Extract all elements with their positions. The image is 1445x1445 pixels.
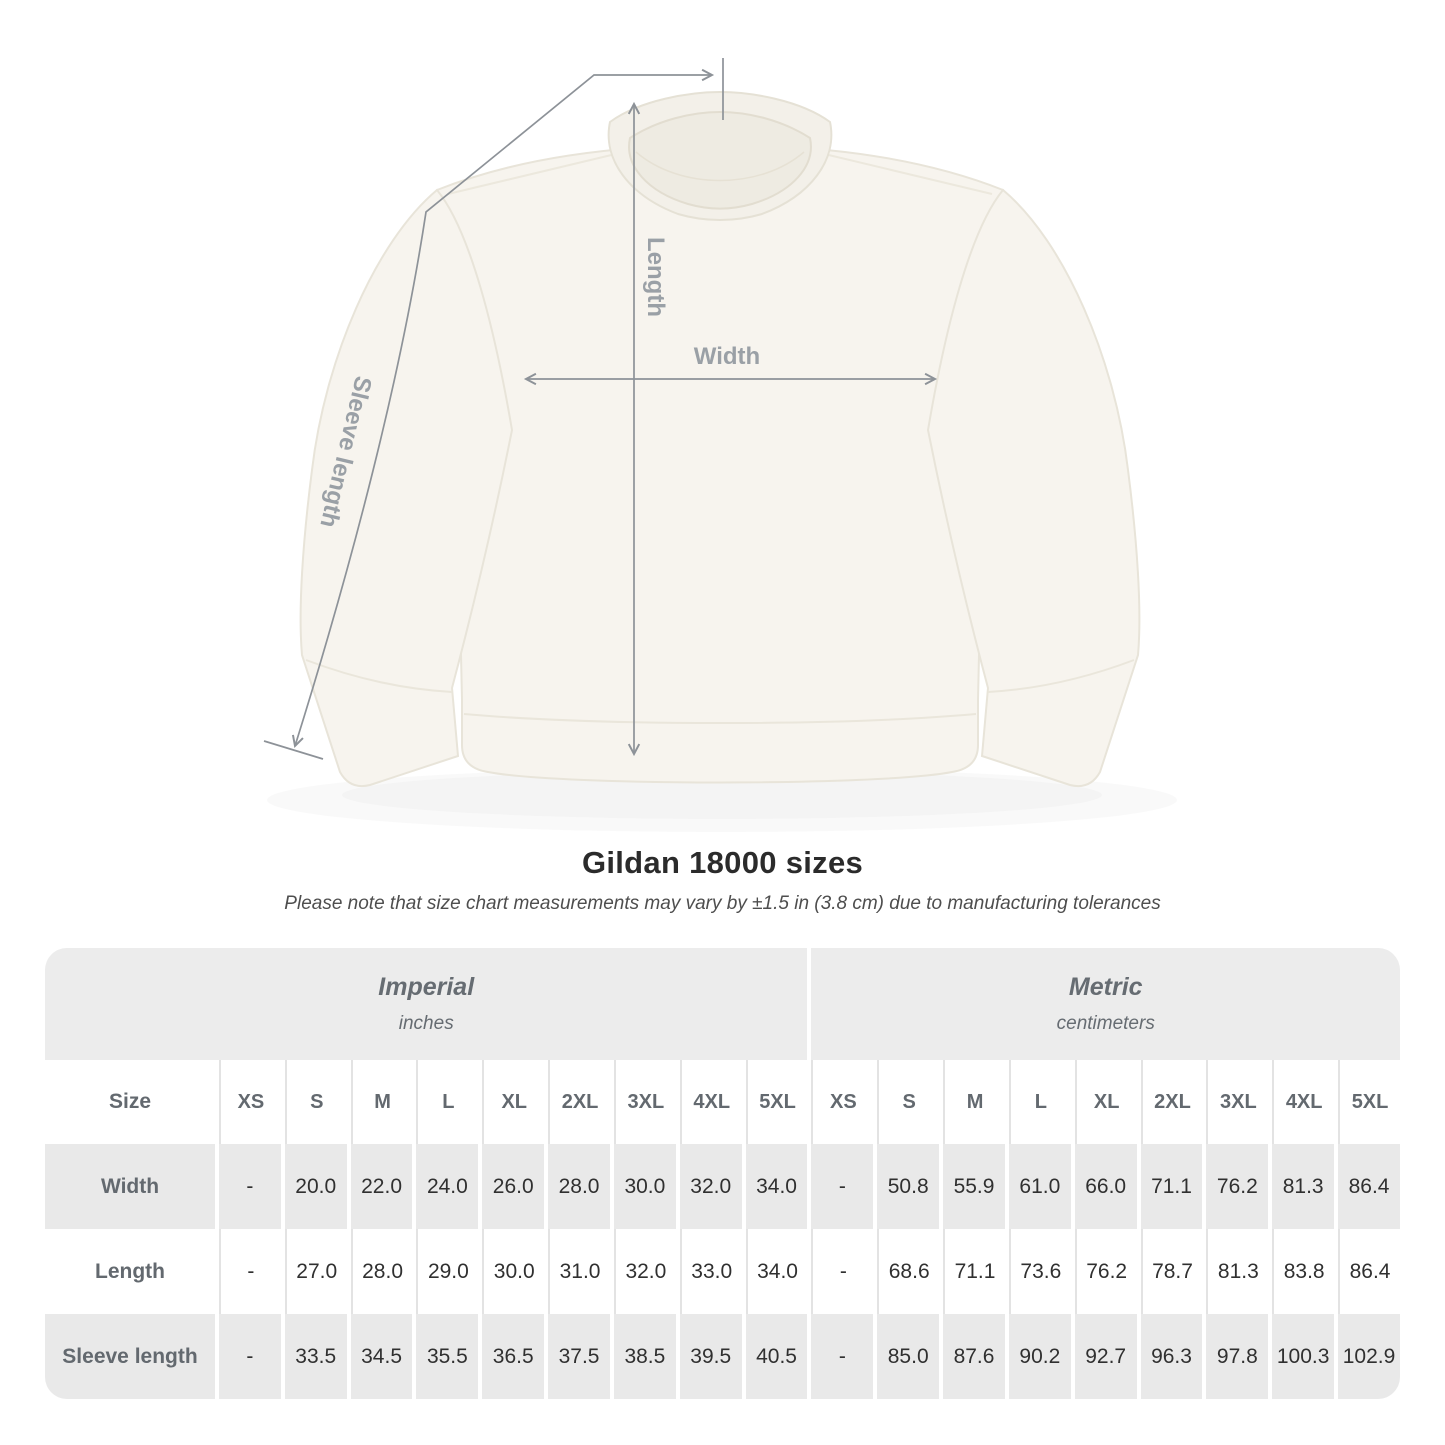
size-col-metric-s: S: [877, 1060, 939, 1144]
measurement-value: 83.8: [1272, 1229, 1334, 1314]
measurement-value: 36.5: [482, 1314, 544, 1399]
measurement-value: 102.9: [1338, 1314, 1400, 1399]
size-column-header: Size: [45, 1060, 215, 1144]
measurement-value: 81.3: [1206, 1229, 1268, 1314]
unit-group-row: [45, 948, 1400, 1060]
measurement-value: 96.3: [1141, 1314, 1203, 1399]
size-col-metric-xl: XL: [1075, 1060, 1137, 1144]
size-col-metric-5xl: 5XL: [1338, 1060, 1400, 1144]
imperial-unit-label: inches: [398, 1013, 454, 1034]
measurement-row-length: [45, 1229, 1400, 1314]
measurement-value: 61.0: [1009, 1144, 1071, 1229]
width-label: Width: [693, 343, 761, 370]
metric-label: Metric: [1068, 973, 1143, 1001]
size-table: [41, 948, 1404, 1399]
measurement-value: 81.3: [1272, 1144, 1334, 1229]
measurement-value: 71.1: [943, 1229, 1005, 1314]
measurement-value: 68.6: [877, 1229, 939, 1314]
measurement-value: 28.0: [351, 1229, 413, 1314]
measurement-row-sleeve-length: [45, 1314, 1400, 1399]
measurement-value: 76.2: [1075, 1229, 1137, 1314]
measurement-value: 34.5: [351, 1314, 413, 1399]
imperial-group-header: [45, 948, 807, 1060]
measurement-value: 33.0: [680, 1229, 742, 1314]
measurement-value: -: [219, 1314, 281, 1399]
size-col-metric-xs: XS: [811, 1060, 873, 1144]
sleeve-length-end-tick: [264, 741, 323, 759]
measurement-value: 40.5: [746, 1314, 808, 1399]
size-col-imperial-l: L: [416, 1060, 478, 1144]
size-col-metric-2xl: 2XL: [1141, 1060, 1203, 1144]
measurement-value: 34.0: [746, 1144, 808, 1229]
measurement-row-width: [45, 1144, 1400, 1229]
sweatshirt-illustration: [267, 92, 1177, 832]
measurement-value: 86.4: [1338, 1229, 1400, 1314]
size-col-imperial-xl: XL: [482, 1060, 544, 1144]
size-col-imperial-5xl: 5XL: [746, 1060, 808, 1144]
measurement-value: 50.8: [877, 1144, 939, 1229]
measurement-value: 33.5: [285, 1314, 347, 1399]
measurement-value: 73.6: [1009, 1229, 1071, 1314]
size-col-metric-3xl: 3XL: [1206, 1060, 1268, 1144]
measurement-value: -: [811, 1229, 873, 1314]
measurement-value: 26.0: [482, 1144, 544, 1229]
metric-unit-label: centimeters: [1056, 1013, 1155, 1034]
measurement-value: 20.0: [285, 1144, 347, 1229]
measurement-value: 29.0: [416, 1229, 478, 1314]
imperial-label: Imperial: [378, 973, 475, 1001]
measurement-value: 90.2: [1009, 1314, 1071, 1399]
page-title: Gildan 18000 sizes: [581, 845, 864, 880]
row-label: Width: [45, 1144, 215, 1229]
sleeve-length-label: Sleeve length: [314, 373, 377, 531]
measurement-value: 27.0: [285, 1229, 347, 1314]
metric-group-header: [811, 948, 1400, 1060]
size-col-imperial-m: M: [351, 1060, 413, 1144]
measurement-value: -: [811, 1314, 873, 1399]
size-header-row: [45, 1060, 1400, 1144]
title-block: [0, 845, 1445, 915]
measurement-value: 22.0: [351, 1144, 413, 1229]
measurement-value: 39.5: [680, 1314, 742, 1399]
measurement-value: 86.4: [1338, 1144, 1400, 1229]
size-col-imperial-xs: XS: [219, 1060, 281, 1144]
measurement-value: 66.0: [1075, 1144, 1137, 1229]
size-col-imperial-3xl: 3XL: [614, 1060, 676, 1144]
size-col-imperial-s: S: [285, 1060, 347, 1144]
row-label: Length: [45, 1229, 215, 1314]
measurement-value: 32.0: [614, 1229, 676, 1314]
measurement-value: 87.6: [943, 1314, 1005, 1399]
measurement-value: 30.0: [482, 1229, 544, 1314]
measurement-value: 24.0: [416, 1144, 478, 1229]
length-label: Length: [642, 237, 669, 317]
measurement-value: -: [219, 1144, 281, 1229]
measurement-value: 37.5: [548, 1314, 610, 1399]
measurement-value: 34.0: [746, 1229, 808, 1314]
measurement-value: 97.8: [1206, 1314, 1268, 1399]
size-col-metric-l: L: [1009, 1060, 1071, 1144]
measurement-value: 32.0: [680, 1144, 742, 1229]
size-col-metric-m: M: [943, 1060, 1005, 1144]
sweatshirt-body: [437, 145, 1003, 783]
measurement-value: -: [811, 1144, 873, 1229]
measurement-value: 31.0: [548, 1229, 610, 1314]
size-col-imperial-2xl: 2XL: [548, 1060, 610, 1144]
measurement-value: 71.1: [1141, 1144, 1203, 1229]
size-col-metric-4xl: 4XL: [1272, 1060, 1334, 1144]
tolerance-note: Please note that size chart measurements may vary by ±1.5 in (3.8 cm) due to manufacturing tolerances: [284, 893, 1161, 914]
measurement-value: 38.5: [614, 1314, 676, 1399]
measurement-value: 35.5: [416, 1314, 478, 1399]
measurement-value: -: [219, 1229, 281, 1314]
measurement-value: 28.0: [548, 1144, 610, 1229]
size-col-imperial-4xl: 4XL: [680, 1060, 742, 1144]
row-label: Sleeve length: [45, 1314, 215, 1399]
measurement-value: 100.3: [1272, 1314, 1334, 1399]
measurement-value: 85.0: [877, 1314, 939, 1399]
measurement-value: 76.2: [1206, 1144, 1268, 1229]
measurement-value: 55.9: [943, 1144, 1005, 1229]
measurement-value: 30.0: [614, 1144, 676, 1229]
measurement-value: 92.7: [1075, 1314, 1137, 1399]
measurement-value: 78.7: [1141, 1229, 1203, 1314]
